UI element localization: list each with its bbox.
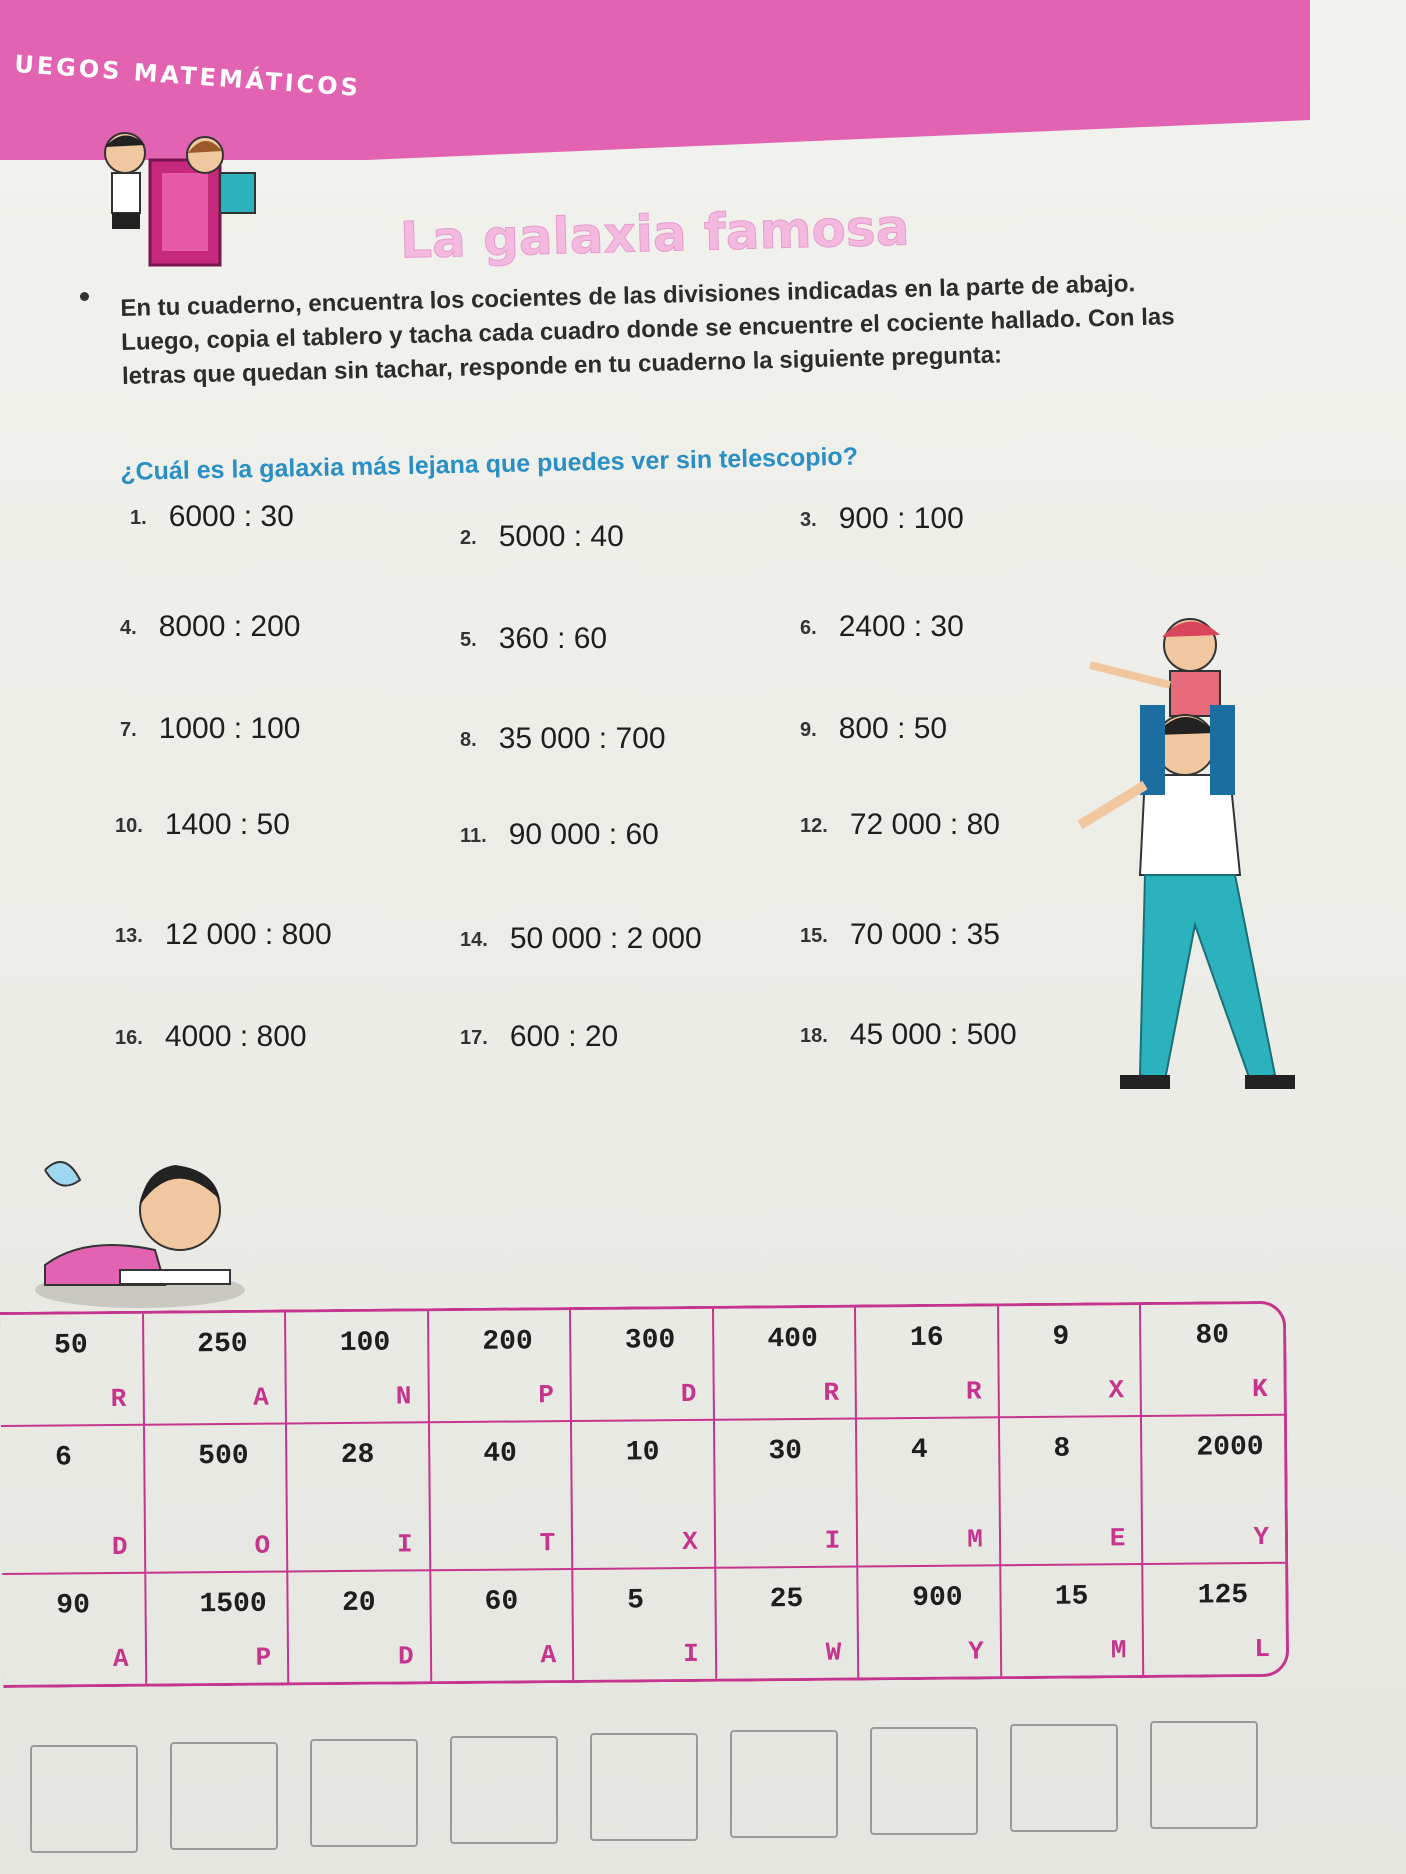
division-problem — [115, 918, 332, 952]
problem-number: 5. — [460, 628, 477, 651]
kids-reading-illustration — [70, 125, 280, 275]
problem-expression: 45 000 : 500 — [849, 1018, 1017, 1051]
problem-expression: 72 000 : 80 — [849, 808, 1000, 841]
problem-number: 4. — [120, 616, 137, 639]
cell-letter: A — [253, 1382, 269, 1413]
cell-letter: W — [825, 1637, 842, 1668]
cell-number: 6 — [54, 1442, 73, 1474]
cell-number: 40 — [483, 1438, 518, 1470]
problem-expression: 50 000 : 2 000 — [509, 922, 702, 955]
cell-letter: X — [1108, 1375, 1125, 1406]
division-problem — [800, 808, 1000, 842]
cell-letter: R — [965, 1376, 982, 1407]
cell-number: 100 — [339, 1327, 391, 1360]
problem-expression: 12 000 : 800 — [164, 918, 332, 951]
board-row — [0, 1304, 1284, 1426]
cell-letter: I — [824, 1525, 841, 1556]
cell-letter: T — [539, 1528, 556, 1559]
activity-title: La galaxia famosa — [399, 198, 911, 270]
cell-number: 80 — [1195, 1320, 1230, 1352]
problem-expression: 2400 : 30 — [838, 610, 964, 643]
cell-letter: E — [1109, 1523, 1126, 1554]
board-cell — [429, 1421, 573, 1570]
cell-number: 90 — [56, 1590, 91, 1622]
cell-number: 9 — [1052, 1321, 1070, 1353]
problem-number: 15. — [800, 924, 828, 947]
board-cell — [2, 1573, 146, 1685]
division-problem — [800, 712, 947, 746]
cell-letter: Y — [968, 1636, 984, 1667]
board-cell — [998, 1305, 1142, 1417]
division-problem — [460, 520, 624, 554]
cell-number: 900 — [912, 1582, 963, 1615]
cell-number: 25 — [769, 1584, 804, 1616]
cell-number: 28 — [340, 1439, 375, 1472]
cell-letter: I — [683, 1638, 699, 1670]
father-son-illustration — [1070, 615, 1315, 1105]
problem-number: 9. — [800, 718, 817, 741]
cell-letter: M — [967, 1524, 983, 1555]
problem-expression: 1400 : 50 — [164, 808, 290, 841]
board-cell — [1000, 1564, 1144, 1676]
board-cell — [430, 1569, 574, 1681]
board-cell — [571, 1420, 715, 1569]
problem-number: 13. — [115, 924, 143, 947]
board-cell — [285, 1311, 429, 1423]
problem-number: 3. — [800, 508, 817, 531]
cell-number: 10 — [625, 1437, 660, 1469]
board-cell — [144, 1424, 288, 1573]
problem-number: 7. — [120, 718, 137, 741]
division-problem — [800, 502, 964, 536]
cell-letter: Y — [1253, 1521, 1270, 1553]
division-problem — [800, 1018, 1017, 1052]
instructions-text: En tu cuaderno, encuentra los cocientes de las divisiones indicadas en la parte de abajo. Luego, copia el tablero y tacha cada cuadro donde se encuentre el cociente hallado. Con las letras que quedan sin tachar, responde en tu cuaderno la siguiente pregunta: — [120, 270, 1175, 390]
answer-letter-box[interactable] — [730, 1730, 838, 1838]
problem-number: 10. — [115, 814, 143, 837]
board-cell — [286, 1422, 430, 1571]
board-cell — [713, 1308, 857, 1420]
cell-number: 30 — [768, 1436, 803, 1468]
division-problem — [800, 610, 964, 644]
division-problem — [800, 918, 1000, 952]
board-row — [1, 1415, 1285, 1574]
problem-expression: 35 000 : 700 — [498, 722, 666, 755]
cell-number: 4 — [910, 1434, 928, 1467]
problem-number: 18. — [800, 1024, 828, 1047]
problem-number: 6. — [800, 616, 817, 639]
cell-number: 8 — [1053, 1433, 1071, 1465]
problem-expression: 1000 : 100 — [158, 712, 301, 745]
board-cell — [715, 1567, 859, 1679]
section-banner-title: UEGOS MATEMÁTICOS — [13, 49, 362, 103]
problem-expression: 70 000 : 35 — [849, 918, 1000, 951]
cell-letter: I — [396, 1529, 413, 1560]
cell-letter: R — [110, 1383, 127, 1415]
board-cell — [714, 1419, 858, 1568]
division-problem — [460, 922, 702, 956]
cell-number: 5 — [627, 1585, 645, 1617]
problem-number: 12. — [800, 814, 828, 837]
problem-expression: 900 : 100 — [838, 502, 964, 535]
cell-number: 2000 — [1196, 1431, 1264, 1464]
cell-number: 250 — [197, 1328, 248, 1361]
cell-letter: X — [682, 1526, 698, 1558]
cell-number: 125 — [1197, 1580, 1249, 1612]
cell-number: 300 — [624, 1325, 676, 1357]
problem-number: 16. — [115, 1026, 143, 1049]
cell-number: 50 — [53, 1330, 88, 1362]
answer-letter-box[interactable] — [450, 1736, 558, 1844]
cell-number: 16 — [909, 1322, 944, 1355]
answer-letter-box[interactable] — [310, 1739, 418, 1847]
cell-letter: D — [397, 1641, 414, 1672]
problem-expression: 600 : 20 — [509, 1020, 619, 1053]
problem-expression: 8000 : 200 — [158, 610, 301, 643]
division-problem — [460, 1020, 618, 1054]
board-cell — [999, 1416, 1143, 1565]
cell-letter: K — [1251, 1373, 1268, 1405]
board-cell — [856, 1417, 1000, 1566]
answer-letter-box[interactable] — [170, 1742, 278, 1850]
problem-number: 14. — [460, 928, 488, 951]
cell-number: 15 — [1054, 1581, 1089, 1613]
division-problem — [460, 818, 659, 852]
cell-letter: O — [254, 1530, 271, 1561]
cell-number: 200 — [482, 1326, 533, 1358]
bullet-dot — [80, 292, 89, 301]
board-cell — [1143, 1563, 1287, 1675]
cell-letter: M — [1110, 1635, 1127, 1666]
board-cell — [143, 1313, 287, 1425]
problem-expression: 90 000 : 60 — [508, 818, 659, 851]
cell-letter: N — [395, 1381, 412, 1412]
cell-number: 60 — [484, 1586, 519, 1618]
problem-expression: 360 : 60 — [498, 622, 608, 655]
board-cell — [1, 1425, 145, 1574]
division-problem — [120, 610, 300, 644]
answer-letter-box[interactable] — [870, 1727, 978, 1835]
division-problem — [130, 500, 294, 534]
board-cell — [287, 1570, 431, 1682]
division-problem — [115, 1020, 307, 1054]
board-cell — [572, 1568, 716, 1680]
division-problem — [120, 712, 300, 746]
board-row — [2, 1563, 1286, 1685]
division-problem — [460, 722, 666, 756]
answer-letter-box[interactable] — [1150, 1721, 1258, 1829]
problem-number: 2. — [460, 526, 477, 549]
answer-board — [0, 1301, 1289, 1688]
problem-expression: 800 : 50 — [838, 712, 948, 745]
board-cell — [858, 1565, 1002, 1677]
board-cell — [855, 1306, 999, 1418]
question-text: ¿Cuál es la galaxia más lejana que puedes ver sin telescopio? — [120, 442, 859, 486]
cell-letter: P — [255, 1642, 272, 1673]
problem-number: 8. — [460, 728, 477, 751]
cell-number: 20 — [341, 1587, 376, 1620]
board-cell — [428, 1310, 572, 1422]
board-cell — [1141, 1415, 1285, 1564]
answer-letter-box[interactable] — [30, 1745, 138, 1853]
cell-letter: D — [680, 1378, 697, 1410]
cell-letter: D — [111, 1531, 128, 1563]
problem-number: 11. — [460, 824, 487, 847]
board-cell — [1140, 1304, 1284, 1416]
answer-letter-box[interactable] — [590, 1733, 698, 1841]
problem-expression: 5000 : 40 — [498, 520, 624, 553]
cell-number: 1500 — [199, 1588, 267, 1621]
board-cell — [0, 1314, 144, 1426]
board-cell — [570, 1309, 714, 1421]
cell-letter: A — [540, 1640, 557, 1671]
problem-expression: 4000 : 800 — [164, 1020, 307, 1053]
problem-number: 17. — [460, 1026, 488, 1049]
cell-letter: L — [1254, 1633, 1271, 1665]
girl-lying-illustration — [25, 1140, 255, 1310]
answer-letter-box[interactable] — [1010, 1724, 1118, 1832]
cell-number: 400 — [767, 1323, 818, 1356]
division-problem — [115, 808, 290, 842]
board-grid — [0, 1304, 1286, 1685]
board-cell — [145, 1572, 289, 1684]
problem-expression: 6000 : 30 — [168, 500, 294, 533]
problem-number: 1. — [130, 506, 147, 529]
cell-number: 500 — [198, 1440, 249, 1473]
cell-letter: R — [823, 1377, 840, 1408]
cell-letter: P — [538, 1380, 555, 1411]
division-problem — [460, 622, 607, 656]
cell-letter: A — [112, 1643, 129, 1675]
